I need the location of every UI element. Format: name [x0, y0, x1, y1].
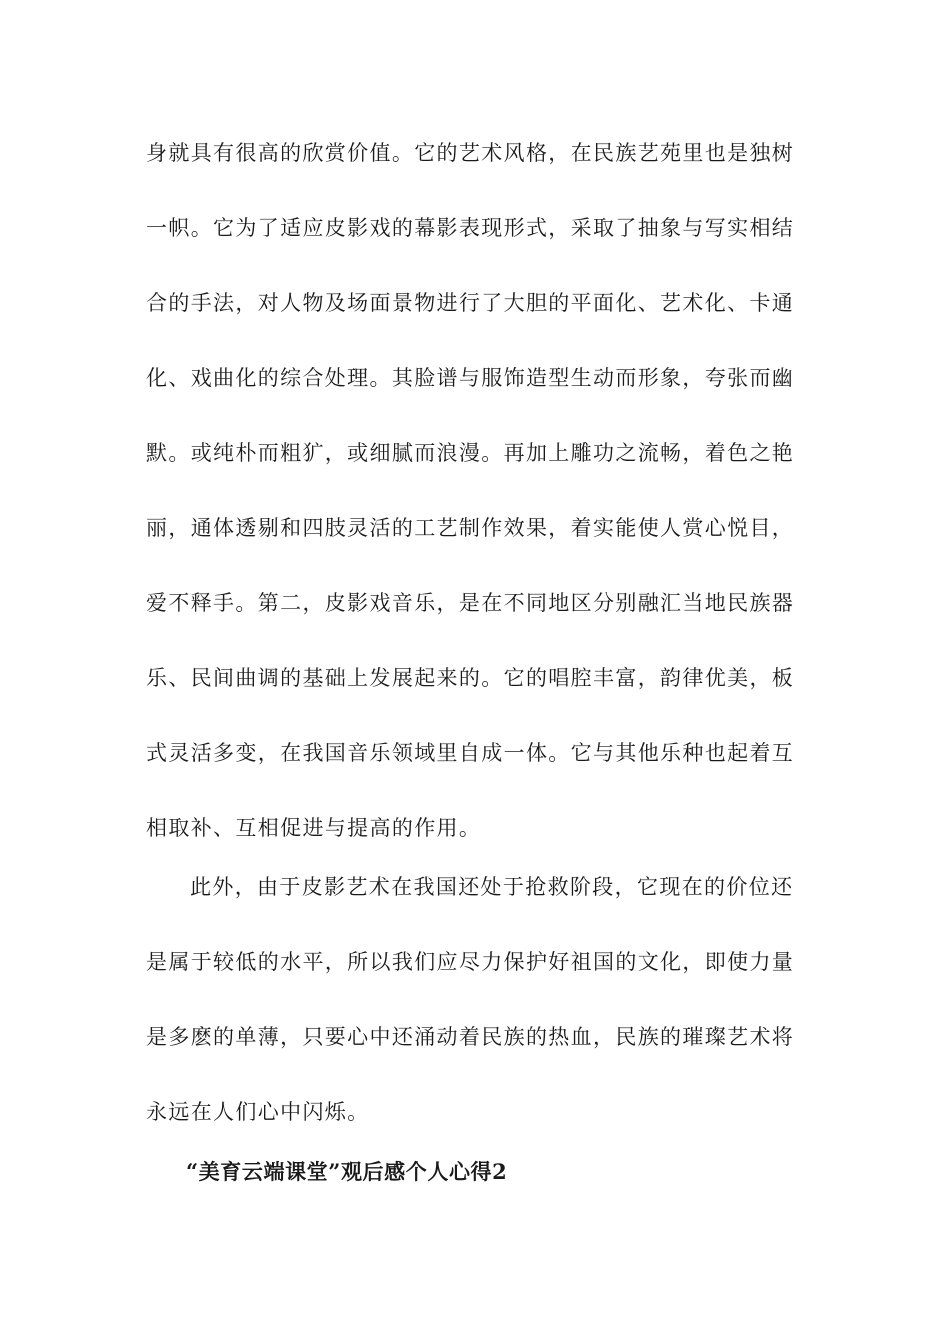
paragraph-line: 丽，通体透剔和四肢灵活的工艺制作效果，着实能使人赏心悦目，: [146, 516, 795, 540]
paragraph-line: 永远在人们心中闪烁。: [146, 1100, 370, 1124]
section-heading: “美育云端课堂”观后感个人心得2: [186, 1159, 508, 1184]
paragraph-line: 相取补、互相促进与提高的作用。: [146, 816, 482, 840]
paragraph-line: 一帜。它为了适应皮影戏的幕影表现形式，采取了抽象与写实相结: [146, 216, 795, 240]
paragraph-line: 此外，由于皮影艺术在我国还处于抢救阶段，它现在的价位还: [190, 875, 794, 899]
paragraph-line: 乐、民间曲调的基础上发展起来的。它的唱腔丰富，韵律优美，板: [146, 666, 795, 690]
paragraph-line: 合的手法，对人物及场面景物进行了大胆的平面化、艺术化、卡通: [146, 291, 795, 315]
paragraph-line: 是属于较低的水平，所以我们应尽力保护好祖国的文化，即使力量: [146, 950, 795, 974]
paragraph-line: 化、戏曲化的综合处理。其脸谱与服饰造型生动而形象，夸张而幽: [146, 366, 795, 390]
paragraph-line: 是多麽的单薄，只要心中还涌动着民族的热血，民族的璀璨艺术将: [146, 1025, 795, 1049]
paragraph-line: 默。或纯朴而粗犷，或细腻而浪漫。再加上雕功之流畅，着色之艳: [146, 441, 795, 465]
paragraph-line: 式灵活多变，在我国音乐领域里自成一体。它与其他乐种也起着互: [146, 741, 795, 765]
paragraph-line: 爱不释手。第二，皮影戏音乐，是在不同地区分别融汇当地民族器: [146, 591, 795, 615]
paragraph-line: 身就具有很高的欣赏价值。它的艺术风格，在民族艺苑里也是独树: [146, 141, 795, 165]
